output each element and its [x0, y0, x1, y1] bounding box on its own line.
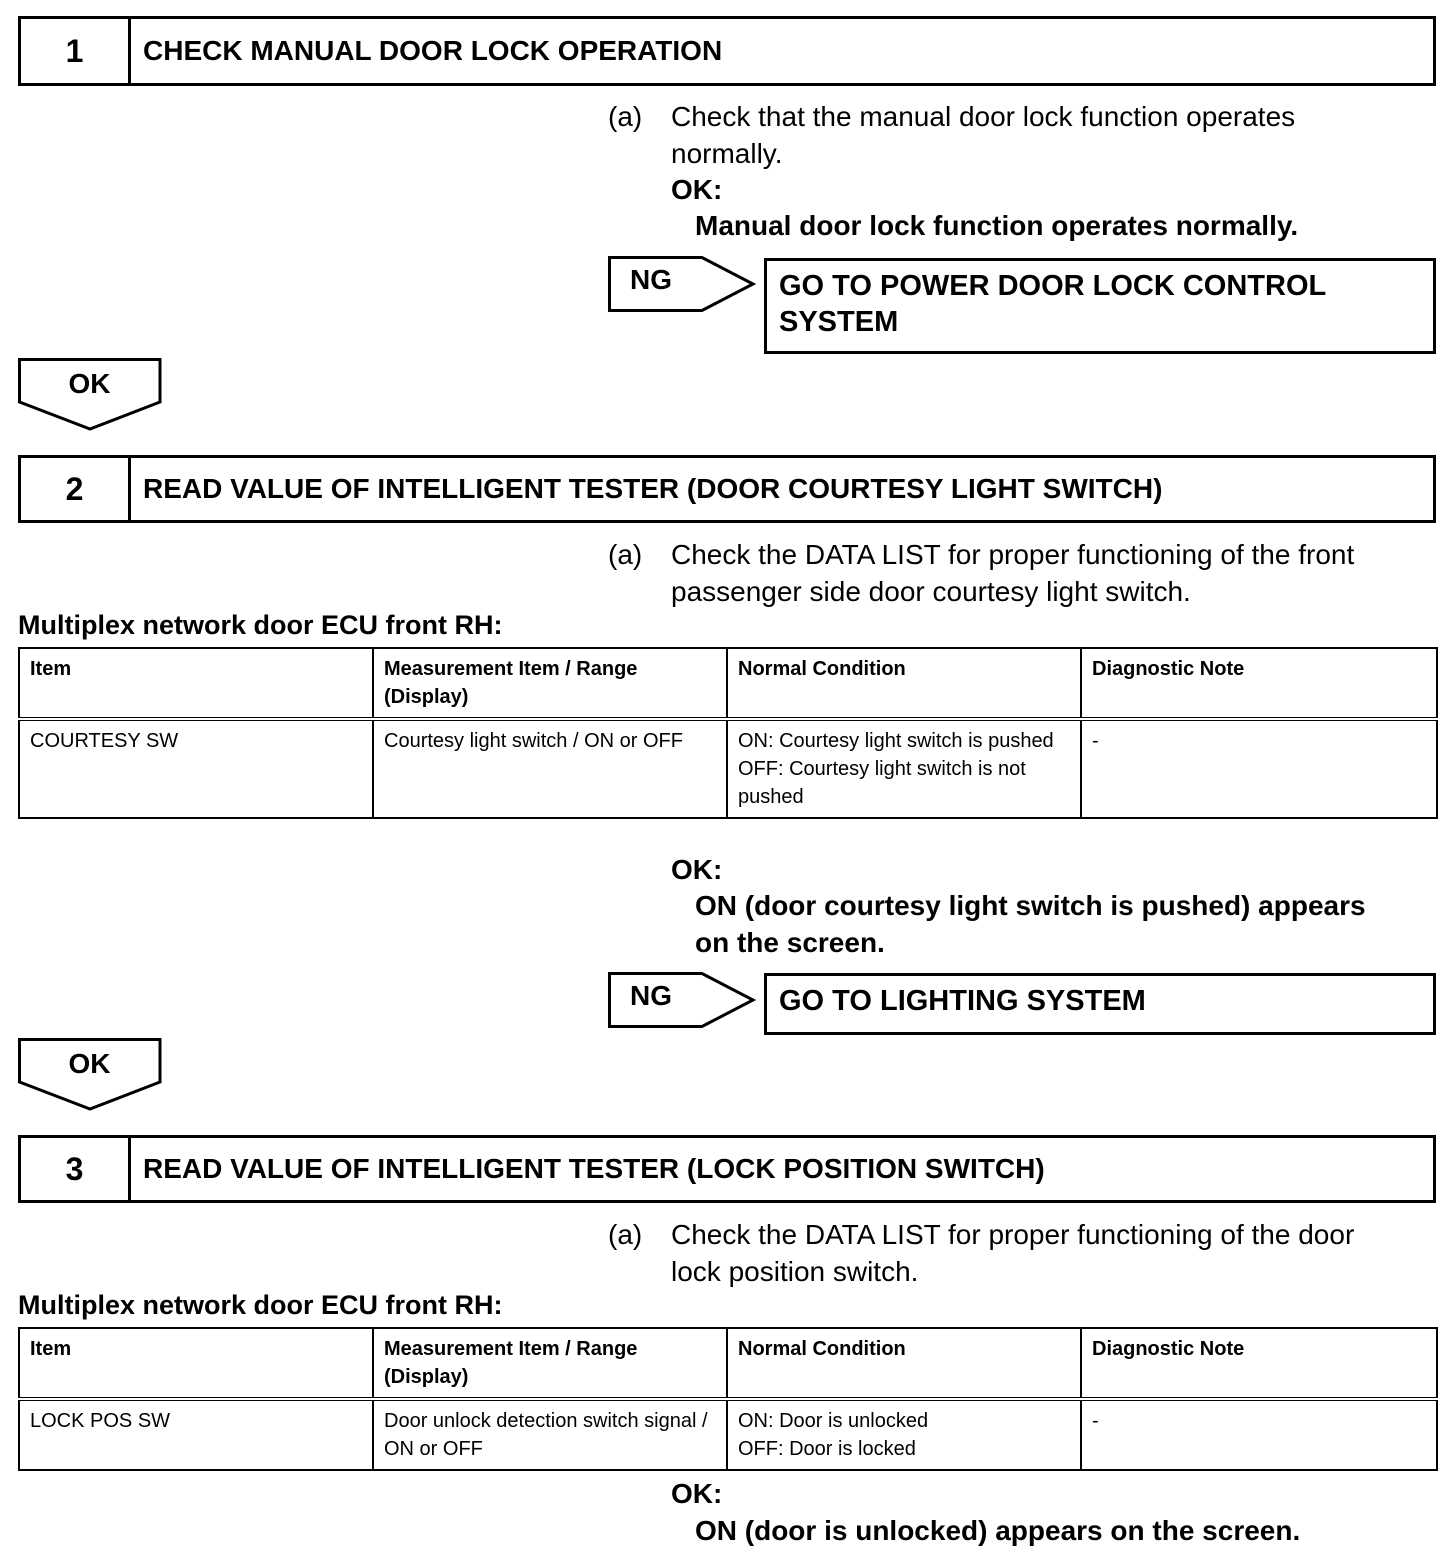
step-1-header: [18, 16, 1436, 86]
ok-label: OK:: [671, 854, 723, 885]
table-header-row: [19, 648, 1437, 719]
step-title: READ VALUE OF INTELLIGENT TESTER (LOCK POSITION SWITCH): [143, 1153, 1045, 1184]
substep-label: (a): [608, 101, 643, 132]
table-row: [19, 719, 1437, 818]
goto-line: SYSTEM: [779, 306, 899, 338]
substep-label: (a): [608, 539, 643, 570]
goto-box[interactable]: [764, 258, 1436, 354]
table-caption: Multiplex network door ECU front RH:: [18, 1290, 503, 1320]
substep-line: Check the DATA LIST for proper functioning of the front: [671, 539, 1355, 570]
goto-line: GO TO POWER DOOR LOCK CONTROL: [779, 270, 1327, 302]
step-number: 2: [21, 458, 131, 520]
table-cell: Courtesy light switch / ON or OFF: [373, 719, 727, 818]
ok-condition: Manual door lock function operates normally.: [695, 210, 1299, 241]
substep-line: normally.: [671, 138, 783, 169]
table-caption: Multiplex network door ECU front RH:: [18, 610, 503, 640]
table-cell: -: [1081, 719, 1437, 818]
column-header: Measurement Item / Range (Display): [373, 648, 727, 719]
table-cell: LOCK POS SW: [19, 1399, 373, 1470]
condition-line: OFF: Courtesy light switch is not pushed: [738, 758, 1026, 808]
ok-condition-line: on the screen.: [695, 927, 885, 958]
step-3-header: [18, 1135, 1436, 1203]
column-header: Normal Condition: [727, 1328, 1081, 1399]
ng-label: NG: [630, 264, 672, 295]
ok-arrow-label: OK: [68, 1048, 111, 1079]
goto-line: GO TO LIGHTING SYSTEM: [779, 985, 1146, 1017]
condition-line: ON: Courtesy light switch is pushed: [738, 730, 1054, 752]
column-header: Normal Condition: [727, 648, 1081, 719]
step-title: CHECK MANUAL DOOR LOCK OPERATION: [143, 35, 723, 66]
table-cell: COURTESY SW: [19, 719, 373, 818]
column-header: Item: [19, 648, 373, 719]
column-header: Item: [19, 1328, 373, 1399]
substep-text: [671, 1216, 1354, 1290]
goto-box[interactable]: [764, 973, 1436, 1035]
ok-label: OK:: [671, 1478, 723, 1509]
table-cell: [727, 719, 1081, 818]
substep-line: Check the DATA LIST for proper functioning of the door: [671, 1219, 1355, 1250]
substep-line: lock position switch.: [671, 1256, 919, 1287]
substep-text: [671, 98, 1295, 172]
condition-line: ON: Door is unlocked: [738, 1410, 929, 1432]
ok-arrow-label: OK: [68, 368, 111, 399]
substep-line: passenger side door courtesy light switch.: [671, 576, 1191, 607]
ok-arrow[interactable]: [18, 1038, 164, 1112]
step-2-header: [18, 455, 1436, 523]
ng-label: NG: [630, 980, 672, 1011]
ng-arrow[interactable]: [608, 256, 756, 312]
column-header: Diagnostic Note: [1081, 648, 1437, 719]
step-title: READ VALUE OF INTELLIGENT TESTER (DOOR COURTESY LIGHT SWITCH): [143, 473, 1163, 504]
substep-line: Check that the manual door lock function operates: [671, 101, 1296, 132]
substep-label: (a): [608, 1219, 643, 1250]
ok-condition: ON (door is unlocked) appears on the screen.: [695, 1515, 1301, 1546]
ok-arrow[interactable]: [18, 358, 164, 432]
condition-line: OFF: Door is locked: [738, 1438, 916, 1460]
table-row: [19, 1399, 1437, 1470]
table-cell: -: [1081, 1399, 1437, 1470]
table-header-row: [19, 1328, 1437, 1399]
table-cell: Door unlock detection switch signal / ON or OFF: [373, 1399, 727, 1470]
substep-text: [671, 536, 1354, 610]
step-number: 3: [21, 1138, 131, 1200]
table-cell: [727, 1399, 1081, 1470]
step-number: 1: [21, 19, 131, 83]
ok-condition: [695, 887, 1366, 961]
column-header: Measurement Item / Range (Display): [373, 1328, 727, 1399]
data-list-table: [18, 647, 1438, 819]
ok-label: OK:: [671, 174, 723, 205]
ng-arrow[interactable]: [608, 972, 756, 1028]
ok-condition-line: ON (door courtesy light switch is pushed) appears: [695, 890, 1366, 921]
column-header: Diagnostic Note: [1081, 1328, 1437, 1399]
data-list-table: [18, 1327, 1438, 1471]
